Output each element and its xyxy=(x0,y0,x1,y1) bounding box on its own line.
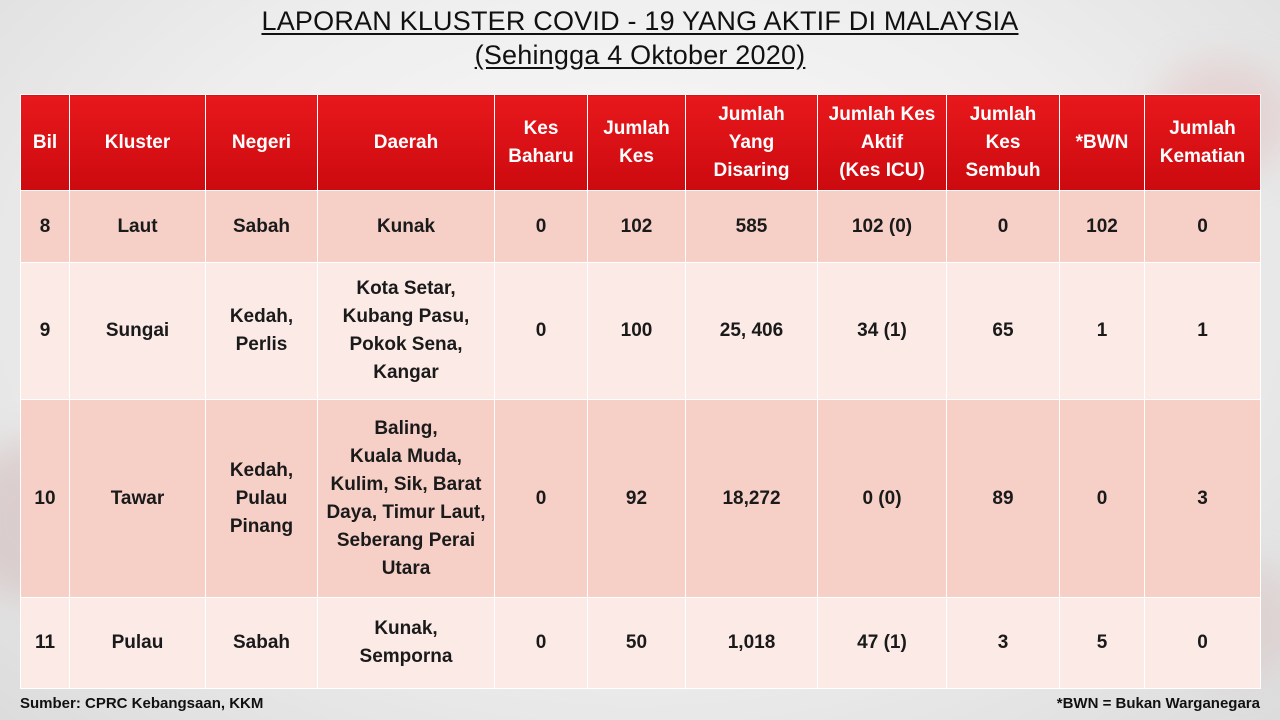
table-cell xyxy=(588,598,686,689)
table-cell xyxy=(495,400,588,598)
table-cell xyxy=(206,598,318,689)
cell-text: Pulau xyxy=(111,632,164,653)
table-cell xyxy=(495,191,588,263)
cell-text: 34 (1) xyxy=(857,320,907,341)
page-subtitle: (Sehingga 4 Oktober 2020) xyxy=(474,40,806,70)
table-cell xyxy=(1060,400,1145,598)
cell-text: 0 xyxy=(1197,632,1208,653)
table-row xyxy=(21,598,1261,689)
cell-text: 1,018 xyxy=(727,632,776,653)
table-cell xyxy=(70,598,206,689)
table-cell xyxy=(21,598,70,689)
header-kes-aktif xyxy=(818,95,947,191)
cell-text: 11 xyxy=(34,632,56,653)
cell-text: 102 xyxy=(620,215,653,237)
cell-text: Laut xyxy=(117,215,158,237)
table-cell xyxy=(21,400,70,598)
table-cell xyxy=(21,191,70,263)
cell-text: 0 xyxy=(997,215,1009,237)
header-kes-baharu xyxy=(495,95,588,191)
bwn-legend: *BWN = Bukan Warganegara xyxy=(1056,695,1260,712)
cell-text: Negeri xyxy=(231,131,292,153)
table-cell xyxy=(1145,400,1261,598)
cell-text: Kunak, xyxy=(374,618,438,639)
cell-text: Baharu xyxy=(508,145,574,167)
table-cell xyxy=(686,191,818,263)
cell-text: 3 xyxy=(997,632,1009,653)
cell-text: Baling, xyxy=(374,417,438,439)
table-cell xyxy=(947,400,1060,598)
cell-text: Daerah xyxy=(373,131,439,153)
cell-text: 1 xyxy=(1096,320,1108,341)
cell-text: Kes xyxy=(985,131,1021,153)
cell-text: Kedah, xyxy=(229,306,294,327)
cell-text: Aktif xyxy=(860,131,904,153)
cell-text: Jumlah xyxy=(969,103,1037,125)
cell-text: 1 xyxy=(1197,320,1208,341)
cell-text: Sabah xyxy=(232,215,291,237)
header-negeri xyxy=(206,95,318,191)
table-cell xyxy=(495,263,588,400)
table-cell xyxy=(1145,263,1261,400)
table-cell xyxy=(818,598,947,689)
header-daerah xyxy=(318,95,495,191)
header-kematian xyxy=(1145,95,1261,191)
cell-text: Seberang Perai xyxy=(336,529,476,551)
cell-text: Pokok Sena, xyxy=(349,334,463,355)
cell-text: Perlis xyxy=(235,334,288,355)
table-row xyxy=(21,263,1261,400)
table-row xyxy=(21,400,1261,598)
table-cell xyxy=(70,191,206,263)
table-cell xyxy=(206,400,318,598)
header-jumlah-disaring xyxy=(686,95,818,191)
table-cell xyxy=(206,191,318,263)
cell-text: 585 xyxy=(735,215,768,237)
table-cell xyxy=(495,598,588,689)
cell-text: 89 xyxy=(992,487,1014,509)
header-kluster xyxy=(70,95,206,191)
cell-text: 0 (0) xyxy=(862,487,902,509)
cell-text: Daya, Timur Laut, xyxy=(326,501,486,523)
table-cell xyxy=(1145,191,1261,263)
cell-text: Semporna xyxy=(359,646,453,667)
cell-text: Bil xyxy=(32,131,58,153)
cell-text: Jumlah Kes xyxy=(828,103,936,125)
cell-text: Pinang xyxy=(229,515,294,537)
cell-text: Kota Setar, xyxy=(356,278,456,299)
cell-text: Kuala Muda, xyxy=(350,445,462,467)
table-cell xyxy=(947,263,1060,400)
cell-text: Utara xyxy=(381,557,431,579)
table-cell xyxy=(588,263,686,400)
table-cell xyxy=(588,400,686,598)
table-cell xyxy=(206,263,318,400)
table-cell xyxy=(588,191,686,263)
header-kes-sembuh xyxy=(947,95,1060,191)
cell-text: 3 xyxy=(1197,487,1208,509)
cell-text: 8 xyxy=(39,215,51,237)
cell-text: 65 xyxy=(992,320,1014,341)
cell-text: Yang xyxy=(728,131,775,153)
table-cell xyxy=(70,400,206,598)
source-note: Sumber: CPRC Kebangsaan, KKM xyxy=(20,695,264,712)
header-jumlah-kes xyxy=(588,95,686,191)
table-cell xyxy=(686,598,818,689)
cell-text: 0 xyxy=(535,320,547,341)
header-bil xyxy=(21,95,70,191)
cell-text: 0 xyxy=(535,215,547,237)
cell-text: 102 (0) xyxy=(851,215,913,237)
table-header-row xyxy=(21,95,1261,191)
cell-text: 9 xyxy=(39,320,51,341)
cell-text: Kedah, xyxy=(229,459,294,481)
table-cell xyxy=(1060,191,1145,263)
cell-text: Jumlah xyxy=(1169,117,1236,139)
cell-text: 92 xyxy=(625,487,648,509)
cell-text: Kes xyxy=(523,117,559,139)
table-cell xyxy=(1145,598,1261,689)
cell-text: *BWN xyxy=(1075,131,1129,153)
cell-text: Tawar xyxy=(110,487,165,509)
table-cell xyxy=(1060,263,1145,400)
cell-text: Kematian xyxy=(1159,145,1246,167)
table-cell xyxy=(947,191,1060,263)
cell-text: 102 xyxy=(1086,215,1118,237)
cell-text: Kunak xyxy=(376,215,436,237)
table-cell xyxy=(318,598,495,689)
table-cell xyxy=(818,263,947,400)
cell-text: Sembuh xyxy=(965,159,1041,181)
header-bwn xyxy=(1060,95,1145,191)
table-cell xyxy=(686,400,818,598)
table-cell xyxy=(1060,598,1145,689)
cell-text: Kubang Pasu, xyxy=(342,306,470,327)
table-cell xyxy=(21,263,70,400)
cell-text: Kangar xyxy=(373,362,439,383)
cell-text: 10 xyxy=(34,487,56,509)
cell-text: Kes xyxy=(619,145,654,167)
cluster-table xyxy=(20,94,1261,689)
table-cell xyxy=(318,191,495,263)
table-row xyxy=(21,191,1261,263)
table-cell xyxy=(70,263,206,400)
cell-text: Jumlah xyxy=(718,103,785,125)
table-cell xyxy=(818,191,947,263)
cell-text: Kulim, Sik, Barat xyxy=(330,473,482,495)
cell-text: 50 xyxy=(625,632,648,653)
cell-text: 0 xyxy=(535,632,547,653)
cell-text: 18,272 xyxy=(722,487,781,509)
cell-text: Kluster xyxy=(104,131,171,153)
cell-text: 25, 406 xyxy=(719,320,784,341)
cell-text: 47 (1) xyxy=(857,632,907,653)
cell-text: 0 xyxy=(535,487,547,509)
cell-text: 0 xyxy=(1197,215,1208,237)
table-cell xyxy=(686,263,818,400)
cell-text: Jumlah xyxy=(603,117,670,139)
cell-text: 5 xyxy=(1096,632,1108,653)
table-cell xyxy=(818,400,947,598)
cell-text: 0 xyxy=(1096,487,1108,509)
table-cell xyxy=(318,400,495,598)
cell-text: 100 xyxy=(620,320,653,341)
cell-text: Sungai xyxy=(105,320,170,341)
page-title: LAPORAN KLUSTER COVID - 19 YANG AKTIF DI MALAYSIA xyxy=(261,6,1019,36)
table-cell xyxy=(318,263,495,400)
cell-text: Disaring xyxy=(713,159,790,181)
table-cell xyxy=(947,598,1060,689)
cell-text: Pulau xyxy=(235,487,288,509)
cell-text: Sabah xyxy=(232,632,291,653)
cell-text: (Kes ICU) xyxy=(839,159,925,181)
